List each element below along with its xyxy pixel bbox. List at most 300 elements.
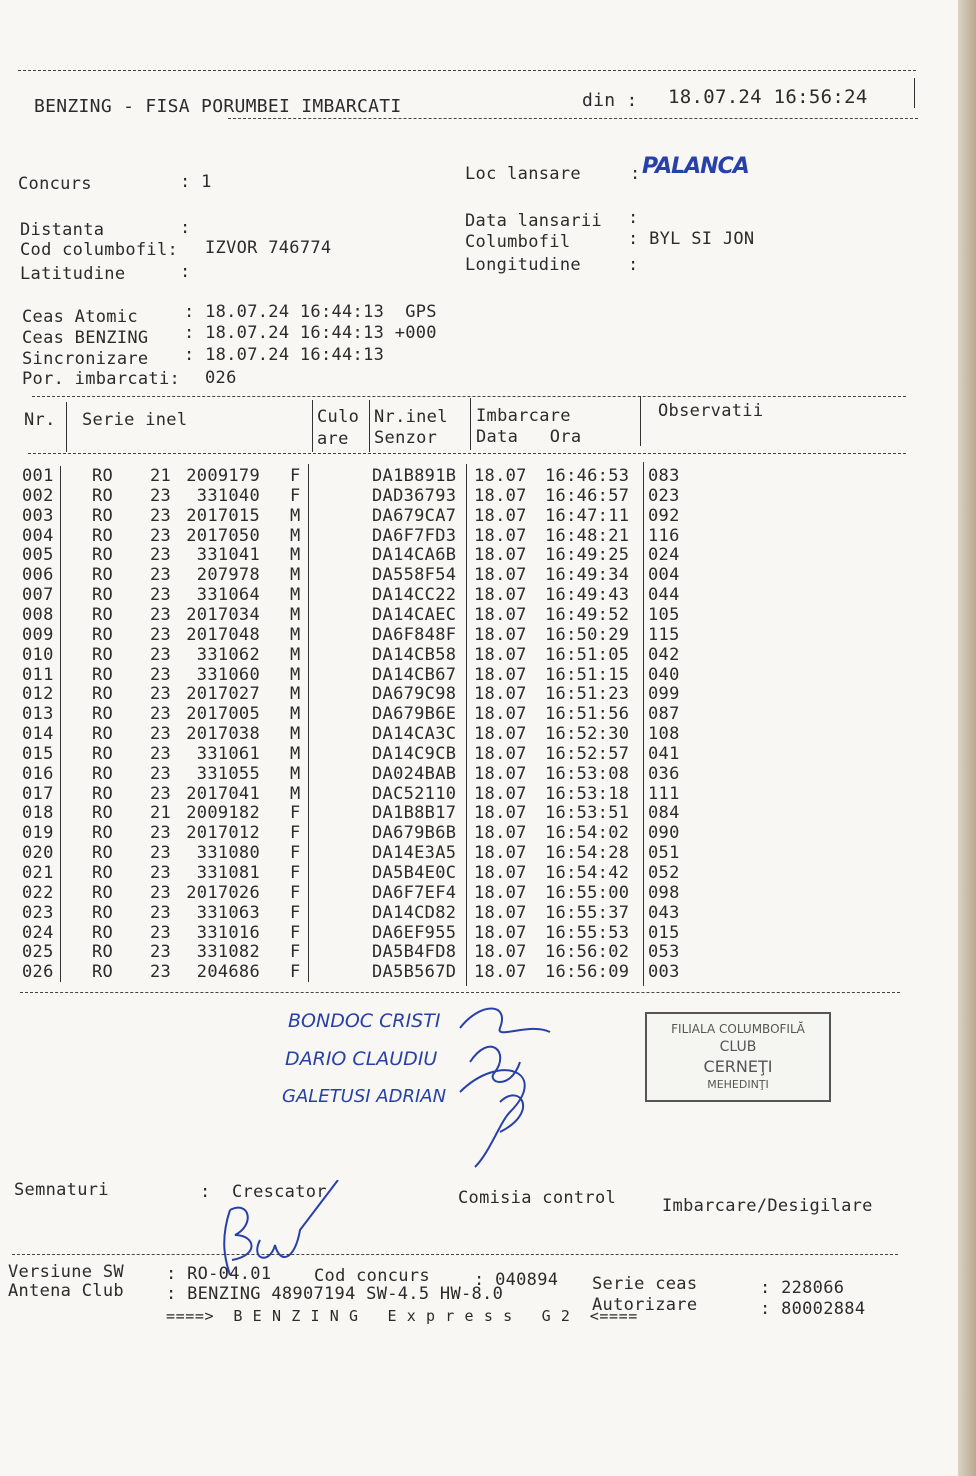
- body-divider-4: [643, 462, 644, 986]
- cell-year: 23: [150, 704, 172, 725]
- cell-time: 16:53:51: [545, 803, 630, 824]
- cell-date: 18.07: [474, 882, 527, 903]
- cell-country: RO: [92, 485, 114, 506]
- cell-observatii: 041: [648, 743, 680, 764]
- cell-year: 23: [150, 644, 172, 665]
- cell-observatii: 111: [648, 783, 680, 804]
- longitudine-value: :: [628, 255, 639, 275]
- cell-sex: M: [290, 763, 301, 784]
- porumbei-imbarcati-value: 026: [205, 368, 237, 388]
- data-lansarii-label: Data lansarii: [465, 211, 602, 231]
- cell-date: 18.07: [474, 704, 527, 725]
- cell-date: 18.07: [474, 803, 527, 824]
- cell-country: RO: [92, 644, 114, 665]
- cell-sex: F: [290, 485, 301, 506]
- cell-observatii: 087: [648, 704, 680, 725]
- cell-observatii: 042: [648, 644, 680, 665]
- serie-ceas-label: Serie ceas: [592, 1274, 698, 1294]
- cell-time: 16:53:18: [545, 783, 630, 804]
- table-row: [0, 744, 920, 764]
- cell-sensor: DA14CB58: [372, 644, 457, 665]
- cell-sex: M: [290, 604, 301, 625]
- cod-concurs-value: : 040894: [474, 1270, 559, 1290]
- cell-sensor: DA14CA3C: [372, 724, 457, 745]
- cell-sensor: DA679B6B: [372, 823, 457, 844]
- cell-sex: F: [290, 962, 301, 983]
- table-row: [0, 605, 920, 625]
- table-row: [0, 863, 920, 883]
- cell-country: RO: [92, 704, 114, 725]
- versiune-sw-value: : RO-04.01: [166, 1264, 272, 1284]
- cell-year: 23: [150, 843, 172, 864]
- latitudine-value: :: [180, 262, 191, 282]
- handwritten-name-3: GALETUSI ADRIAN: [282, 1086, 447, 1107]
- cell-country: RO: [92, 545, 114, 566]
- cell-ring: 331060: [196, 664, 260, 685]
- cell-sensor: DA6F7EF4: [372, 882, 457, 903]
- cell-sex: F: [290, 882, 301, 903]
- cell-year: 23: [150, 525, 172, 546]
- cell-nr: 025: [22, 942, 54, 963]
- table-row: [0, 843, 920, 863]
- table-header-rule: [28, 453, 906, 454]
- ceas-atomic-label: Ceas Atomic: [22, 307, 138, 327]
- cell-date: 18.07: [474, 724, 527, 745]
- cell-observatii: 099: [648, 684, 680, 705]
- cell-date: 18.07: [474, 863, 527, 883]
- cell-time: 16:55:00: [545, 882, 630, 903]
- loc-lansare-label: Loc lansare: [465, 164, 581, 184]
- col-header-serie: Serie inel: [82, 410, 188, 430]
- cell-sensor: DA14E3A5: [372, 843, 457, 864]
- cell-country: RO: [92, 664, 114, 685]
- cell-country: RO: [92, 565, 114, 586]
- handwritten-name-1: BONDOC CRISTI: [288, 1010, 441, 1032]
- cell-ring: 331064: [196, 585, 260, 606]
- data-lansarii-value: :: [628, 208, 639, 228]
- cell-nr: 022: [22, 882, 54, 903]
- ceas-benzing-value: : 18.07.24 16:44:13 +000: [184, 323, 437, 343]
- cell-time: 16:46:57: [545, 485, 630, 506]
- cell-nr: 010: [22, 644, 54, 665]
- cell-time: 16:52:57: [545, 743, 630, 764]
- cell-sex: F: [290, 843, 301, 864]
- cell-nr: 026: [22, 962, 54, 983]
- sincronizare-label: Sincronizare: [22, 349, 149, 369]
- cell-year: 23: [150, 922, 172, 943]
- cell-observatii: 044: [648, 585, 680, 606]
- cell-observatii: 052: [648, 863, 680, 883]
- cell-sex: M: [290, 545, 301, 566]
- club-stamp: [645, 1012, 831, 1102]
- print-datetime: 18.07.24 16:56:24: [668, 86, 868, 108]
- table-row: [0, 764, 920, 784]
- cell-time: 16:51:23: [545, 684, 630, 705]
- cell-year: 23: [150, 565, 172, 586]
- cell-time: 16:49:43: [545, 585, 630, 606]
- cell-observatii: 083: [648, 466, 680, 486]
- cell-country: RO: [92, 624, 114, 645]
- cell-sensor: DA1B8B17: [372, 803, 457, 824]
- table-row: [0, 942, 920, 962]
- loc-lansare-sep: :: [630, 164, 641, 184]
- table-row: [0, 526, 920, 546]
- cell-country: RO: [92, 783, 114, 804]
- cell-sex: F: [290, 466, 301, 486]
- cell-observatii: 098: [648, 882, 680, 903]
- cell-time: 16:51:56: [545, 704, 630, 725]
- footer-top-rule: [12, 1254, 898, 1255]
- stamp-line-3: CERNEŢI: [703, 1057, 773, 1076]
- cell-sensor: DA024BAB: [372, 763, 457, 784]
- cell-country: RO: [92, 466, 114, 486]
- cell-year: 23: [150, 604, 172, 625]
- autorizare-value: : 80002884: [760, 1299, 866, 1319]
- cell-country: RO: [92, 902, 114, 923]
- table-top-rule: [32, 396, 906, 397]
- benzing-banner: ====> B E N Z I N G E x p r e s s G 2 <====: [166, 1307, 638, 1325]
- cell-sensor: DA14CA6B: [372, 545, 457, 566]
- cell-nr: 011: [22, 664, 54, 685]
- header-divider-1: [66, 402, 67, 452]
- cell-nr: 015: [22, 743, 54, 764]
- cell-observatii: 024: [648, 545, 680, 566]
- table-row: [0, 665, 920, 685]
- col-header-observatii: Observatii: [658, 401, 764, 421]
- cell-sensor: DA6F848F: [372, 624, 457, 645]
- semnaturi-sep: :: [200, 1182, 211, 1202]
- cell-sex: M: [290, 585, 301, 606]
- cell-sensor: DA558F54: [372, 565, 457, 586]
- cell-sensor: DA6F7FD3: [372, 525, 457, 546]
- cell-observatii: 108: [648, 724, 680, 745]
- col-header-nrinel-1: Nr.inel: [374, 407, 448, 427]
- cell-time: 16:49:34: [545, 565, 630, 586]
- cell-sex: F: [290, 863, 301, 883]
- cell-sex: M: [290, 664, 301, 685]
- cell-year: 23: [150, 743, 172, 764]
- cell-sex: F: [290, 902, 301, 923]
- cell-time: 16:48:21: [545, 525, 630, 546]
- cell-nr: 019: [22, 823, 54, 844]
- cell-ring: 2017027: [186, 684, 260, 705]
- cell-time: 16:56:09: [545, 962, 630, 983]
- cell-observatii: 084: [648, 803, 680, 824]
- cell-nr: 008: [22, 604, 54, 625]
- cell-year: 23: [150, 942, 172, 963]
- cell-nr: 009: [22, 624, 54, 645]
- header-right-bar: [914, 78, 915, 108]
- serie-ceas-value: : 228066: [760, 1278, 845, 1298]
- cell-country: RO: [92, 525, 114, 546]
- cell-country: RO: [92, 803, 114, 824]
- cell-nr: 006: [22, 565, 54, 586]
- cell-observatii: 053: [648, 942, 680, 963]
- header-bottom-rule: [228, 118, 918, 119]
- cell-nr: 017: [22, 783, 54, 804]
- page-edge: [958, 0, 976, 1476]
- cell-country: RO: [92, 585, 114, 606]
- header-divider-3: [369, 400, 370, 452]
- cell-date: 18.07: [474, 684, 527, 705]
- cell-country: RO: [92, 843, 114, 864]
- table-row: [0, 823, 920, 843]
- cell-date: 18.07: [474, 585, 527, 606]
- cell-year: 23: [150, 763, 172, 784]
- concurs-value: : 1: [180, 172, 212, 192]
- table-row: [0, 962, 920, 982]
- stamp-line-4: MEHEDINŢI: [707, 1078, 769, 1091]
- cell-country: RO: [92, 823, 114, 844]
- cell-date: 18.07: [474, 763, 527, 784]
- handwritten-name-2: DARIO CLAUDIU: [285, 1048, 438, 1070]
- cell-sex: M: [290, 644, 301, 665]
- distanta-value: :: [180, 218, 191, 238]
- table-row: [0, 803, 920, 823]
- cell-time: 16:49:52: [545, 604, 630, 625]
- cell-country: RO: [92, 763, 114, 784]
- cell-time: 16:47:11: [545, 505, 630, 526]
- cell-time: 16:50:29: [545, 624, 630, 645]
- cell-year: 23: [150, 724, 172, 745]
- cell-ring: 2017015: [186, 505, 260, 526]
- cell-year: 23: [150, 505, 172, 526]
- cell-nr: 001: [22, 466, 54, 486]
- cell-year: 23: [150, 624, 172, 645]
- cell-ring: 331063: [196, 902, 260, 923]
- table-row: [0, 684, 920, 704]
- table-row: [0, 625, 920, 645]
- cell-year: 23: [150, 783, 172, 804]
- cell-country: RO: [92, 505, 114, 526]
- cell-nr: 013: [22, 704, 54, 725]
- col-header-culoare-2: are: [317, 429, 349, 449]
- cell-date: 18.07: [474, 565, 527, 586]
- table-row: [0, 923, 920, 943]
- cell-sex: F: [290, 803, 301, 824]
- cell-sex: M: [290, 743, 301, 764]
- cell-date: 18.07: [474, 604, 527, 625]
- cell-observatii: 043: [648, 902, 680, 923]
- cell-sensor: DA14CAEC: [372, 604, 457, 625]
- cell-observatii: 115: [648, 624, 680, 645]
- cell-year: 23: [150, 962, 172, 983]
- cell-nr: 002: [22, 485, 54, 506]
- cell-ring: 2017005: [186, 704, 260, 725]
- antena-club-label: Antena Club: [8, 1281, 124, 1301]
- cell-nr: 007: [22, 585, 54, 606]
- columbofil-value: : BYL SI JON: [628, 229, 755, 249]
- table-row: [0, 784, 920, 804]
- cell-date: 18.07: [474, 942, 527, 963]
- header-divider-4: [470, 398, 471, 450]
- cell-sensor: DA5B4E0C: [372, 863, 457, 883]
- cell-sex: M: [290, 684, 301, 705]
- cell-country: RO: [92, 962, 114, 983]
- cell-date: 18.07: [474, 525, 527, 546]
- cell-nr: 018: [22, 803, 54, 824]
- header-top-rule: [18, 70, 916, 71]
- cell-sex: M: [290, 783, 301, 804]
- cell-sex: M: [290, 565, 301, 586]
- cell-ring: 204686: [196, 962, 260, 983]
- cell-year: 23: [150, 684, 172, 705]
- cell-time: 16:53:08: [545, 763, 630, 784]
- col-header-imbarcare-1: Imbarcare: [476, 406, 571, 426]
- cell-observatii: 023: [648, 485, 680, 506]
- cod-concurs-label: Cod concurs: [314, 1266, 430, 1286]
- cell-year: 21: [150, 466, 172, 486]
- cell-nr: 004: [22, 525, 54, 546]
- cell-date: 18.07: [474, 743, 527, 764]
- cell-observatii: 015: [648, 922, 680, 943]
- cell-date: 18.07: [474, 644, 527, 665]
- body-divider-2: [308, 464, 309, 982]
- versiune-sw-label: Versiune SW: [8, 1262, 124, 1282]
- cell-observatii: 092: [648, 505, 680, 526]
- sincronizare-value: : 18.07.24 16:44:13: [184, 345, 385, 365]
- cell-sensor: DA1B891B: [372, 466, 457, 486]
- cell-sensor: DA5B4FD8: [372, 942, 457, 963]
- cell-sensor: DA6EF955: [372, 922, 457, 943]
- cell-time: 16:56:02: [545, 942, 630, 963]
- cell-date: 18.07: [474, 624, 527, 645]
- cell-year: 23: [150, 902, 172, 923]
- table-row: [0, 466, 920, 486]
- date-label: din :: [582, 90, 638, 111]
- cell-sensor: DAD36793: [372, 485, 457, 506]
- table-row: [0, 565, 920, 585]
- ceas-atomic-value: : 18.07.24 16:44:13 GPS: [184, 302, 437, 322]
- cell-observatii: 036: [648, 763, 680, 784]
- header-divider-5: [640, 396, 641, 446]
- cell-time: 16:54:28: [545, 843, 630, 864]
- cell-date: 18.07: [474, 843, 527, 864]
- cell-nr: 003: [22, 505, 54, 526]
- distanta-label: Distanta: [20, 220, 105, 240]
- latitudine-label: Latitudine: [20, 264, 126, 284]
- cell-ring: 331062: [196, 644, 260, 665]
- cell-sensor: DA14CB67: [372, 664, 457, 685]
- cell-year: 23: [150, 585, 172, 606]
- cell-date: 18.07: [474, 962, 527, 983]
- cell-ring: 2017050: [186, 525, 260, 546]
- cell-observatii: 105: [648, 604, 680, 625]
- cell-year: 23: [150, 485, 172, 506]
- cell-nr: 016: [22, 763, 54, 784]
- cell-sex: M: [290, 724, 301, 745]
- col-header-nrinel-2: Senzor: [374, 428, 438, 448]
- cell-time: 16:51:15: [545, 664, 630, 685]
- autorizare-label: Autorizare: [592, 1295, 698, 1315]
- cell-sensor: DA14CD82: [372, 902, 457, 923]
- cell-sensor: DA679B6E: [372, 704, 457, 725]
- body-divider-3: [466, 464, 467, 986]
- cell-ring: 331016: [196, 922, 260, 943]
- cell-date: 18.07: [474, 466, 527, 486]
- cell-country: RO: [92, 942, 114, 963]
- cell-country: RO: [92, 604, 114, 625]
- cell-observatii: 040: [648, 664, 680, 685]
- cell-date: 18.07: [474, 485, 527, 506]
- col-header-imbarcare-2: Data Ora: [476, 427, 582, 447]
- cell-ring: 2017038: [186, 724, 260, 745]
- cell-sex: F: [290, 942, 301, 963]
- cell-date: 18.07: [474, 823, 527, 844]
- cell-ring: 331040: [196, 485, 260, 506]
- cell-observatii: 051: [648, 843, 680, 864]
- cell-time: 16:52:30: [545, 724, 630, 745]
- stamp-line-2: CLUB: [719, 1039, 757, 1055]
- cell-date: 18.07: [474, 545, 527, 566]
- cod-columbofil-value: IZVOR 746774: [205, 238, 332, 258]
- document-title: BENZING - FISA PORUMBEI IMBARCATI: [34, 96, 402, 117]
- col-header-nr: Nr.: [24, 410, 56, 430]
- columbofil-label: Columbofil: [465, 232, 571, 252]
- cell-year: 23: [150, 545, 172, 566]
- comisia-control-label: Comisia control: [458, 1188, 617, 1208]
- cell-country: RO: [92, 882, 114, 903]
- cell-nr: 020: [22, 843, 54, 864]
- cod-columbofil-label: Cod columbofil:: [20, 240, 179, 260]
- cell-sex: M: [290, 704, 301, 725]
- cell-ring: 331041: [196, 545, 260, 566]
- cell-sensor: DA14C9CB: [372, 743, 457, 764]
- cell-year: 21: [150, 803, 172, 824]
- cell-sex: M: [290, 525, 301, 546]
- ceas-benzing-label: Ceas BENZING: [22, 328, 149, 348]
- cell-ring: 2017012: [186, 823, 260, 844]
- cell-ring: 331082: [196, 942, 260, 963]
- cell-ring: 2009182: [186, 803, 260, 824]
- cell-ring: 331080: [196, 843, 260, 864]
- cell-ring: 2017026: [186, 882, 260, 903]
- cell-sensor: DA679C98: [372, 684, 457, 705]
- header-divider-2: [312, 400, 313, 452]
- body-divider-1: [60, 466, 61, 982]
- porumbei-imbarcati-label: Por. imbarcati:: [22, 369, 181, 389]
- cell-time: 16:54:02: [545, 823, 630, 844]
- cell-sex: F: [290, 922, 301, 943]
- crescator-label: Crescator: [232, 1182, 327, 1202]
- cell-ring: 2017041: [186, 783, 260, 804]
- cell-ring: 331061: [196, 743, 260, 764]
- cell-nr: 012: [22, 684, 54, 705]
- cell-nr: 021: [22, 863, 54, 883]
- cell-sex: F: [290, 823, 301, 844]
- table-row: [0, 883, 920, 903]
- cell-observatii: 003: [648, 962, 680, 983]
- cell-year: 23: [150, 882, 172, 903]
- cell-time: 16:46:53: [545, 466, 630, 486]
- cell-sex: M: [290, 505, 301, 526]
- cell-nr: 014: [22, 724, 54, 745]
- antena-club-value: : BENZING 48907194 SW-4.5 HW-8.0: [166, 1284, 504, 1304]
- cell-ring: 2017048: [186, 624, 260, 645]
- table-row: [0, 506, 920, 526]
- cell-country: RO: [92, 863, 114, 883]
- cell-time: 16:55:53: [545, 922, 630, 943]
- semnaturi-label: Semnaturi: [14, 1180, 109, 1200]
- cell-observatii: 004: [648, 565, 680, 586]
- cell-date: 18.07: [474, 783, 527, 804]
- stamp-line-1: FILIALA COLUMBOFILĂ: [671, 1022, 805, 1036]
- cell-ring: 331055: [196, 763, 260, 784]
- cell-sensor: DA679CA7: [372, 505, 457, 526]
- cell-year: 23: [150, 823, 172, 844]
- cell-country: RO: [92, 743, 114, 764]
- cell-observatii: 090: [648, 823, 680, 844]
